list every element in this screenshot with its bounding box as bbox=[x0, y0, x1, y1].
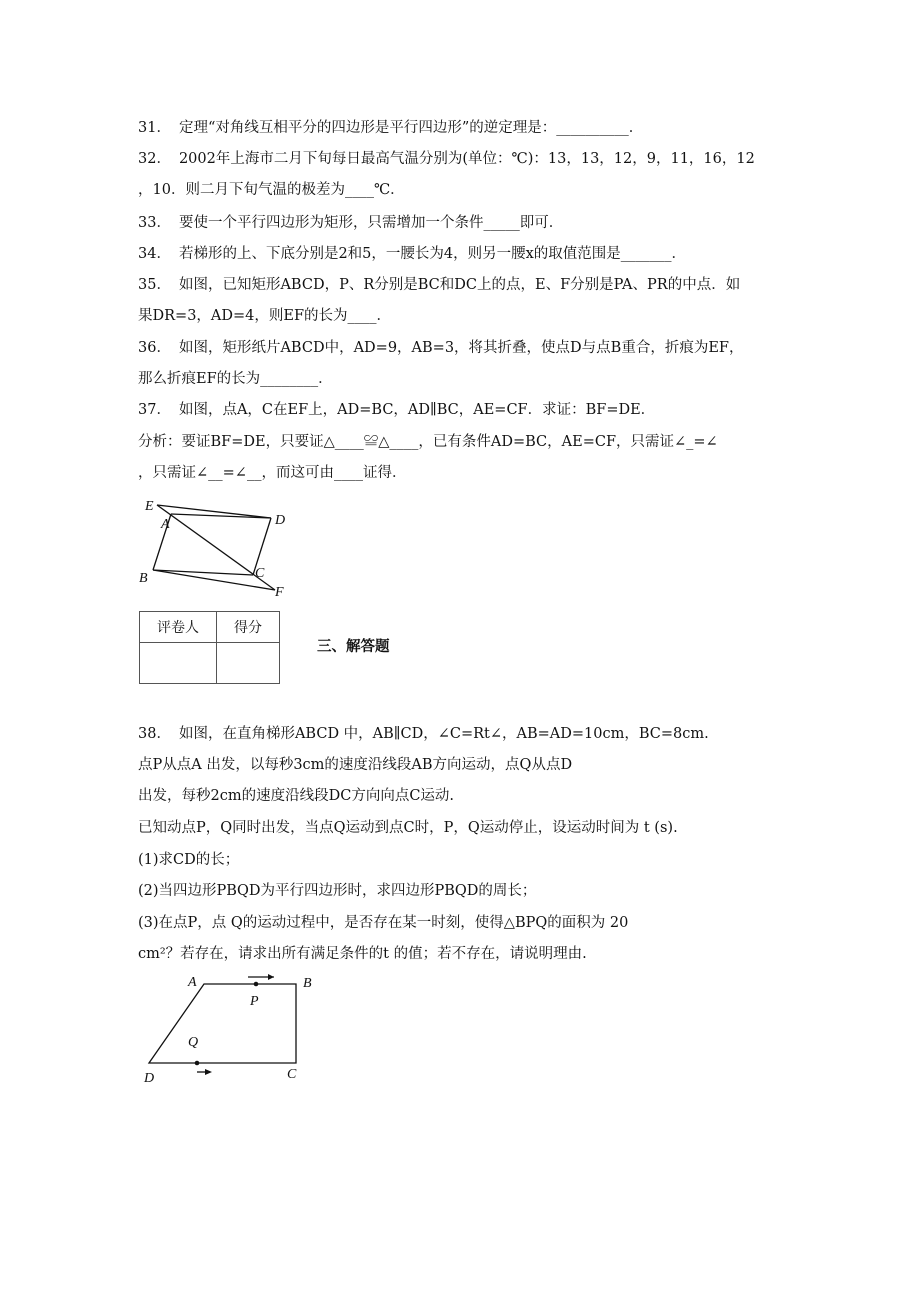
question-number: 38． bbox=[138, 726, 171, 742]
arrow-Q-head bbox=[205, 1069, 212, 1075]
question-38-part1 bbox=[138, 850, 239, 870]
label-E: E bbox=[145, 499, 154, 514]
question-text: 如图，点A，C在EF上，AD=BC，AD∥BC，AE=CF．求证：BF=DE． bbox=[178, 402, 656, 418]
label-C: C bbox=[287, 1067, 297, 1082]
question-37-analysis bbox=[138, 432, 718, 452]
question-38-line2 bbox=[138, 755, 572, 775]
question-text: cm²？若存在，请求出所有满足条件的t 的值；若不存在，请说明理由. bbox=[138, 946, 587, 962]
section-title: 三、解答题 bbox=[317, 638, 390, 655]
question-35-cont bbox=[138, 306, 391, 326]
figure-38 bbox=[140, 970, 320, 1085]
score-header: 得分 bbox=[217, 612, 280, 643]
question-38-line4 bbox=[138, 818, 678, 838]
question-text: ，只需证∠__=∠__，而这可由____证得． bbox=[138, 465, 407, 481]
question-35 bbox=[138, 275, 740, 295]
trapezoid-ABCD bbox=[149, 984, 296, 1063]
question-text: 要使一个平行四边形为矩形，只需增加一个条件_____即可． bbox=[178, 215, 564, 231]
label-C: C bbox=[255, 566, 265, 581]
question-text: (2)当四边形PBQD为平行四边形时，求四边形PBQD的周长； bbox=[138, 883, 537, 899]
question-text: 如图，已知矩形ABCD，P、R分别是BC和DC上的点，E、F分别是PA、PR的中点．如 bbox=[178, 277, 741, 293]
figure-37 bbox=[135, 492, 295, 604]
question-38-line3 bbox=[138, 786, 454, 806]
question-32-cont bbox=[138, 180, 405, 200]
score-table bbox=[139, 611, 280, 684]
question-37-analysis-cont bbox=[138, 463, 406, 483]
question-text: 2002年上海市二月下旬每日最高气温分别为(单位：℃)：13，13，12，9，11，16，12 bbox=[178, 151, 755, 167]
question-36-cont bbox=[138, 369, 333, 389]
label-B: B bbox=[139, 571, 148, 586]
point-P bbox=[254, 982, 259, 987]
question-text: 那么折痕EF的长为________． bbox=[138, 371, 333, 387]
question-text: (1)求CD的长； bbox=[138, 852, 240, 868]
label-P: P bbox=[250, 994, 259, 1009]
question-number: 32． bbox=[138, 151, 171, 167]
question-number: 31． bbox=[138, 120, 171, 136]
question-number: 35． bbox=[138, 277, 171, 293]
score-cell bbox=[217, 643, 280, 684]
label-D: D bbox=[275, 513, 286, 528]
question-text: 分析：要证BF=DE，只要证△____≌△____，已有条件AD=BC，AE=CF，只需证∠_=∠ bbox=[138, 434, 718, 450]
question-36 bbox=[138, 338, 743, 358]
question-38-part3 bbox=[138, 913, 628, 933]
question-text: 果DR=3，AD=4，则EF的长为____． bbox=[138, 308, 392, 324]
question-number: 36． bbox=[138, 340, 171, 356]
question-text: 如图，在直角梯形ABCD 中，AB∥CD，∠C=Rt∠，AB=AD=10cm，BC=8cm. bbox=[178, 726, 709, 742]
point-Q bbox=[195, 1061, 200, 1066]
question-number: 37． bbox=[138, 402, 171, 418]
question-number: 34． bbox=[138, 246, 171, 262]
question-number: 33． bbox=[138, 215, 171, 231]
question-text: 出发，每秒2cm的速度沿线段DC方向向点C运动. bbox=[138, 788, 455, 804]
label-D: D bbox=[144, 1071, 155, 1085]
label-Q: Q bbox=[188, 1035, 199, 1050]
label-B: B bbox=[303, 976, 312, 991]
arrow-P-head bbox=[268, 974, 274, 980]
label-A: A bbox=[188, 975, 197, 990]
question-38-part3-cont bbox=[138, 944, 587, 964]
question-34 bbox=[138, 244, 686, 264]
question-text: ，10．则二月下旬气温的极差为____℃． bbox=[138, 182, 405, 198]
question-37 bbox=[138, 400, 655, 420]
question-text: 定理“对角线互相平分的四边形是平行四边形”的逆定理是：__________． bbox=[178, 120, 644, 136]
question-text: 若梯形的上、下底分别是2和5，一腰长为4，则另一腰x的取值范围是_______． bbox=[178, 246, 687, 262]
question-32 bbox=[138, 149, 755, 169]
question-33 bbox=[138, 213, 563, 233]
question-38-part2 bbox=[138, 881, 536, 901]
label-A: A bbox=[161, 517, 170, 532]
grader-cell bbox=[140, 643, 217, 684]
question-text: (3)在点P，点 Q的运动过程中，是否存在某一时刻，使得△BPQ的面积为 20 bbox=[138, 915, 629, 931]
question-text: 如图，矩形纸片ABCD中，AD=9，AB=3，将其折叠，使点D与点B重合，折痕为EF， bbox=[178, 340, 744, 356]
question-text: 点P从点A 出发，以每秒3cm的速度沿线段AB方向运动，点Q从点D bbox=[138, 757, 573, 773]
question-text: 已知动点P，Q同时出发，当点Q运动到点C时，P，Q运动停止，设运动时间为 t (s). bbox=[138, 820, 678, 836]
label-F: F bbox=[275, 585, 284, 600]
question-38 bbox=[138, 724, 709, 744]
question-31 bbox=[138, 118, 643, 138]
grader-header: 评卷人 bbox=[140, 612, 217, 643]
